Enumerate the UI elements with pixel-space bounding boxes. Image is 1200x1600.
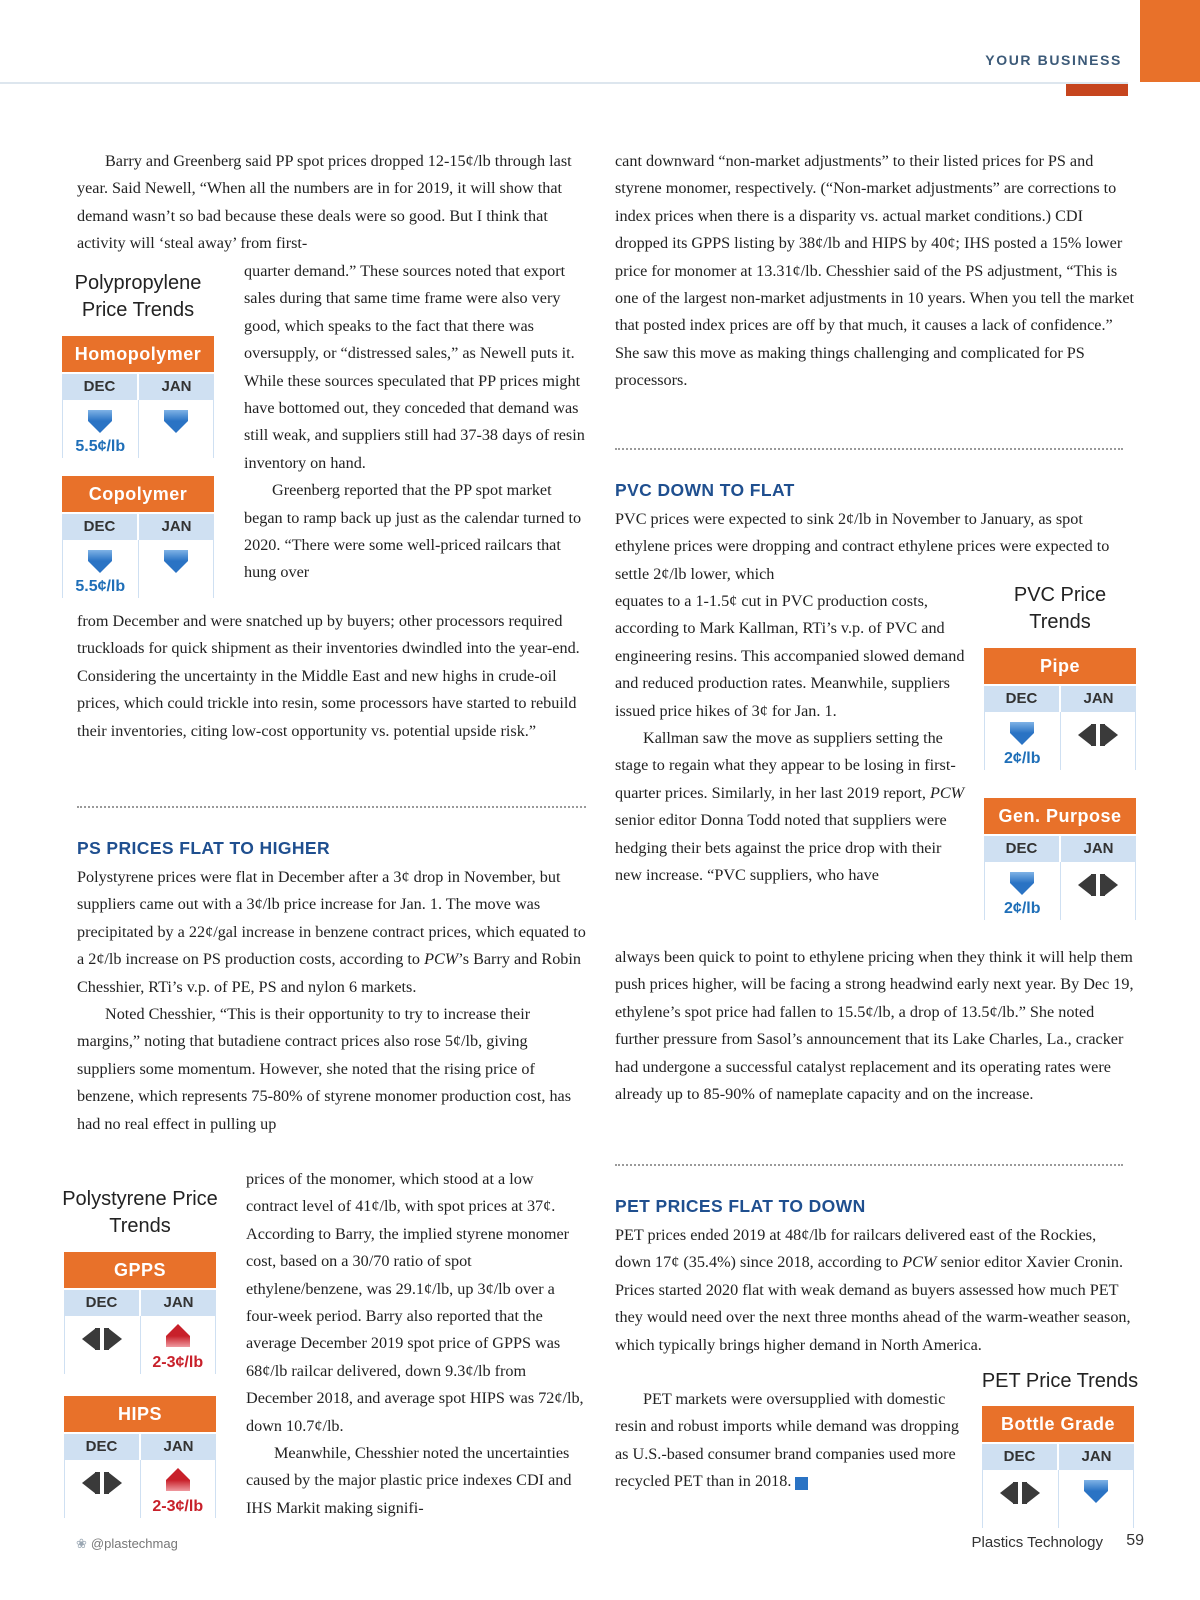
arrow-down-icon [88, 410, 112, 434]
card-label: Copolymer [62, 476, 214, 512]
col-jan: JAN [1061, 686, 1136, 712]
flat-arrows-icon [80, 1328, 124, 1350]
flat-arrows-icon [1076, 724, 1120, 746]
pet-paragraph: PET prices ended 2019 at 48¢/lb for railcars delivered east of the Rockies, down 17¢ (35.4%) since 2018, according to PCW senior editor Xavier Cronin. Prices started 2020 flat with weak demand as buyers assessed how much PET they would need over the next three months ahead of the warm-weather season, which typically brings higher demand in North America. [615, 1226, 1131, 1354]
pet-heading: PET PRICES FLAT TO DOWN [615, 1196, 866, 1216]
pp-paragraph-top: Barry and Greenberg said PP spot prices dropped 12-15¢/lb through last year. Said Newell, “When all the numbers are in for 2019, it will show that demand wasn’t so bad because these deals were so good. But I think that activity will ‘steal away’ from first- [77, 152, 572, 253]
arrow-up-icon [166, 1468, 190, 1492]
pvc-paragraph-wrap: equates to a 1-1.5¢ cut in PVC production costs, according to Mark Kallman, RTi’s v.p. of PVC and engineering resins. This accompanied slowed demand and reduced production rates. Meanwhile, suppliers issued price hikes of 3¢ for Jan. 1. Kallman saw the move as suppliers setting the stage to regain what they appear to be losing in first-quarter prices. Similarly, in her last 2019 report, PCW senior editor Donna Todd noted that suppliers were hedging their bets against the price drop with their new increase. “PVC suppliers, who have [615, 592, 965, 885]
card-label: Homopolymer [62, 336, 214, 372]
flat-arrows-icon [1076, 874, 1120, 896]
section-divider [77, 806, 586, 808]
trend-card-pipe [984, 648, 1136, 770]
arrow-down-icon [1010, 872, 1034, 896]
flat-arrows-icon [80, 1472, 124, 1494]
pt-end-badge: PT [795, 1477, 808, 1490]
pet-paragraph-wrap: PET markets were oversupplied with domestic resin and robust imports while demand was dropping as U.S.-based consumer brand companies used more recycled PET than in 2018. PT [615, 1390, 959, 1491]
col-dec: DEC [64, 1290, 139, 1316]
flat-arrows-icon [998, 1482, 1042, 1504]
col-dec: DEC [62, 374, 137, 400]
col-jan: JAN [141, 1290, 216, 1316]
header-rule [0, 82, 1128, 84]
arrow-down-icon [1084, 1480, 1108, 1504]
pvc-paragraph-top: PVC prices were expected to sink 2¢/lb in November to January, as spot ethylene prices were dropping and contract ethylene prices were expected to settle 2¢/lb lower, which [615, 510, 1110, 583]
card-label: Bottle Grade [982, 1406, 1134, 1442]
twitter-handle[interactable]: ❀ @plastechmag [76, 1536, 178, 1551]
trend-card-bottle-grade [982, 1406, 1134, 1528]
trend-card-homopolymer [62, 336, 214, 458]
twitter-bird-icon: ❀ [76, 1536, 87, 1551]
col-jan: JAN [139, 374, 214, 400]
ps-paragraph: Polystyrene prices were flat in December after a 3¢ drop in November, but suppliers came out with a 3¢/lb price increase for Jan. 1. The move was precipitated by a 22¢/gal increase in benzene contract prices, which equated to a 2¢/lb increase on PS production costs, according to PCW’s Barry and Robin Chesshier, RTi’s v.p. of PE, PS and nylon 6 markets. Noted Chesshier, “This is their opportunity to try to increase their margins,” noting that butadiene contract prices also rose 5¢/lb, giving suppliers some momentum. However, she noted that the rising price of benzene, which represents 75-80% of styrene monomer production cost, has had no real effect in pulling up [77, 868, 586, 1133]
publication-name: Plastics Technology [971, 1534, 1103, 1551]
section-tag: YOUR BUSINESS [985, 52, 1122, 68]
col-dec: DEC [64, 1434, 139, 1460]
pp-paragraph-wrap: quarter demand.” These sources noted that export sales during that same time frame were also very good, which speaks to the fact that there was oversupply, or “distressed sales,” as Newell puts it. While these sources speculated that PP prices might have bottomed out, they conceded that demand was still weak, and suppliers still had 37-38 days of resin inventory on hand. Greenberg reported that the PP spot market began to ramp back up just as the calendar turned to 2020. “There were some well-priced railcars that hung over [244, 262, 585, 582]
trend-card-gpps [64, 1252, 216, 1374]
change-amount: 2¢/lb [1004, 750, 1041, 767]
page-number: 59 [1126, 1532, 1144, 1549]
arrow-down-icon [1010, 722, 1034, 746]
ps-paragraph-wrap: prices of the monomer, which stood at a low contract level of 41¢/lb, with spot prices at 37¢. According to Barry, the implied styrene monomer cost, based on a 30/70 ratio of spot ethylene/benzene, was 29.1¢/lb, up 3¢/lb over a four-week period. Barry also reported that the average December 2019 spot price of GPPS was 68¢/lb railcar delivered, down 9.3¢/lb from December 2018, and average spot HIPS was 72¢/lb, down 10.7¢/lb. Meanwhile, Chesshier noted the uncertainties caused by the major plastic price indexes CDI and IHS Markit making signifi- [246, 1170, 584, 1517]
col-dec: DEC [984, 836, 1059, 862]
card-label: GPPS [64, 1252, 216, 1288]
ps-heading: PS PRICES FLAT TO HIGHER [77, 838, 331, 858]
change-amount: 2¢/lb [1004, 900, 1041, 917]
section-divider [615, 448, 1123, 450]
change-amount: 2-3¢/lb [152, 1354, 204, 1371]
arrow-down-icon [164, 550, 188, 574]
pp-trends-title: Polypropylene Price Trends [74, 272, 202, 321]
col-jan: JAN [139, 514, 214, 540]
col-dec: DEC [982, 1444, 1057, 1470]
col-jan: JAN [1061, 836, 1136, 862]
arrow-down-icon [88, 550, 112, 574]
change-amount: 5.5¢/lb [75, 438, 126, 455]
col-dec: DEC [984, 686, 1059, 712]
pvc-trends-title: PVC Price Trends [1013, 584, 1107, 633]
pvc-heading: PVC DOWN TO FLAT [615, 480, 795, 500]
section-divider [615, 1164, 1123, 1166]
ps-trends-title: Polystyrene Price Trends [62, 1188, 218, 1237]
col-dec: DEC [62, 514, 137, 540]
change-amount: 2-3¢/lb [152, 1498, 204, 1515]
trend-card-gen-purpose [984, 798, 1136, 920]
pet-trends-title: PET Price Trends [981, 1370, 1139, 1392]
pp-paragraph-bottom: from December and were snatched up by buyers; other processors required truckloads for quick shipment as their inventories dwindled into the year-end. Considering the uncertainty in the Middle East and new highs in crude-oil prices, which could trickle into resin, some processors have started to rebuild their inventories, citing low-cost opportunity vs. potential upside risk.” [77, 612, 580, 740]
header-accent [1066, 84, 1128, 96]
trend-card-hips [64, 1396, 216, 1518]
col-jan: JAN [141, 1434, 216, 1460]
ps-paragraph-continued: cant downward “non-market adjustments” to their listed prices for PS and styrene monomer, respectively. (“Non-market adjustments” are corrections to index prices when there is a disparity vs. actual market conditions.) CDI dropped its GPPS listing by 38¢/lb and HIPS by 40¢; IHS posted a 15% lower price for monomer at 13.31¢/lb. Chesshier said of the PS adjustment, “This is one of the largest non-market adjustments in 10 years. When you tell the market that posted index prices are off by that much, it causes a lack of confidence.” She saw this move as making things challenging and complicated for PS processors. [615, 152, 1135, 390]
card-label: Gen. Purpose [984, 798, 1136, 834]
trend-card-copolymer [62, 476, 214, 598]
corner-tab [1140, 0, 1200, 82]
arrow-up-icon [166, 1324, 190, 1348]
change-amount: 5.5¢/lb [75, 578, 126, 595]
arrow-down-icon [164, 410, 188, 434]
pvc-paragraph-bottom: always been quick to point to ethylene pricing when they think it will help them push prices higher, will be facing a strong headwind early next year. By Dec 19, ethylene’s spot price had fallen to 15.5¢/lb, a drop of 13.5¢/lb.” She noted further pressure from Sasol’s announcement that its Lake Charles, La., cracker had undergone a successful catalyst replacement and its operating rates were already up to 85-90% of nameplate capacity and on the increase. [615, 948, 1134, 1104]
col-jan: JAN [1059, 1444, 1134, 1470]
card-label: HIPS [64, 1396, 216, 1432]
card-label: Pipe [984, 648, 1136, 684]
